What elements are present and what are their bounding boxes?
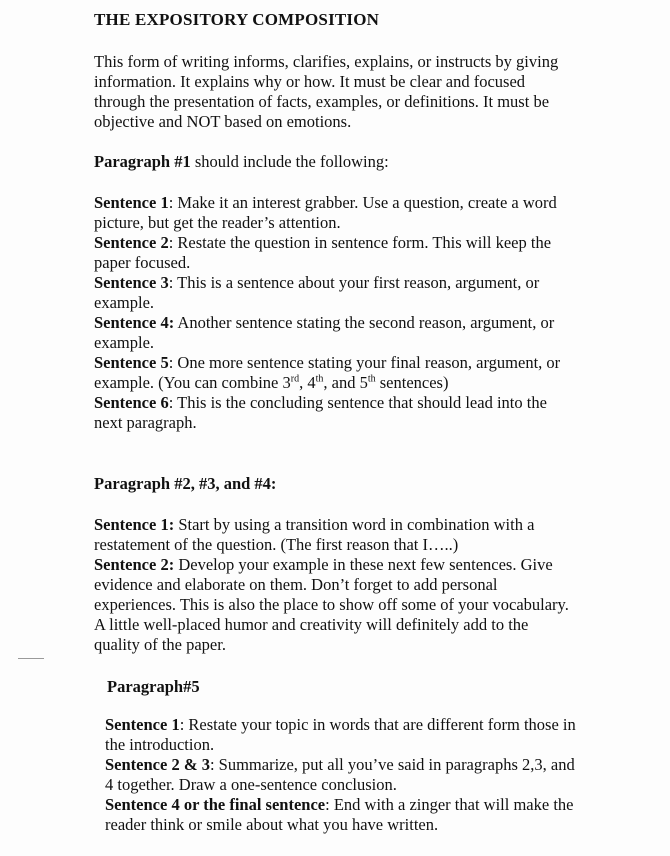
p2-sentence-2-text: Develop your example in these next few sentences. Give evidence and elaborate on them. Don’t forget to add personal experiences. This is also the place to show off some of your vocabulary. A little well-placed humor and creativity will definitely add to the quality of the paper. xyxy=(94,555,569,654)
p5-sentence-1-text: : Restate your topic in words that are different form those in the introduction. xyxy=(105,715,576,754)
p1-sentence-1-label: Sentence 1 xyxy=(94,193,169,212)
p5-sentence-1-label: Sentence 1 xyxy=(105,715,180,734)
p5-sentence-3-label: Sentence 4 or the final sentence xyxy=(105,795,326,814)
paragraph1-heading-rest: should include the following: xyxy=(190,152,389,171)
p1-sentence-5-label: Sentence 5 xyxy=(94,353,169,372)
scan-mark xyxy=(18,658,44,659)
p1-sentence-3 xyxy=(94,273,564,313)
document-title: THE EXPOSITORY COMPOSITION xyxy=(94,10,380,29)
p5-sentence-1 xyxy=(105,715,585,755)
p1-sentence-2-text: : Restate the question in sentence form. This will keep the paper focused. xyxy=(94,233,552,272)
ordinal-rd: rd xyxy=(290,373,300,385)
p1-sentence-6-text: : This is the concluding sentence that should lead into the next paragraph. xyxy=(94,393,547,432)
p1-sentence-6 xyxy=(94,393,564,433)
paragraph2-heading: Paragraph #2, #3, and #4: xyxy=(94,474,277,493)
p2-sentence-2-label: Sentence 2: xyxy=(94,555,175,574)
p1-sentence-3-label: Sentence 3 xyxy=(94,273,169,292)
p5-sentence-3 xyxy=(105,795,585,835)
p1-sentence-4-text: Another sentence stating the second reason, argument, or example. xyxy=(94,313,555,352)
p1-sentence-1 xyxy=(94,193,564,233)
p1-sentence-4 xyxy=(94,313,564,353)
p1-sentence-5-text-c: , and 5 xyxy=(323,373,368,392)
p1-sentence-5 xyxy=(94,353,564,393)
p1-sentence-3-text: : This is a sentence about your first reason, argument, or example. xyxy=(94,273,540,312)
p2-sentence-1-label: Sentence 1: xyxy=(94,515,175,534)
p5-sentence-2-label: Sentence 2 & 3 xyxy=(105,755,210,774)
p2-sentence-1 xyxy=(94,515,574,555)
p1-sentence-4-label: Sentence 4: xyxy=(94,313,175,332)
paragraph5-heading: Paragraph#5 xyxy=(107,677,200,696)
p1-sentence-2-label: Sentence 2 xyxy=(94,233,169,252)
p5-sentence-2 xyxy=(105,755,585,795)
p1-sentence-2 xyxy=(94,233,564,273)
paragraph1-sentences xyxy=(94,193,564,433)
p1-sentence-5-text-a: : One more sentence stating your final reason, argument, or example. (You can combine 3 xyxy=(94,353,561,392)
p1-sentence-1-text: : Make it an interest grabber. Use a question, create a word picture, but get the reader’s attention. xyxy=(94,193,557,232)
paragraph1-heading-bold: Paragraph #1 xyxy=(94,152,191,171)
p5-sentence-2-text: : Summarize, put all you’ve said in paragraphs 2,3, and 4 together. Draw a one-sentence conclusion. xyxy=(105,755,575,794)
intro-paragraph: This form of writing informs, clarifies, explains, or instructs by giving information. It explains why or how. It must be clear and focused through the presentation of facts, examples, or definitions. It must be objective and NOT based on emotions. xyxy=(94,52,559,131)
p1-sentence-5-text-d: sentences) xyxy=(375,373,449,392)
p5-sentence-3-text: : End with a zinger that will make the reader think or smile about what you have written. xyxy=(105,795,574,834)
p2-sentence-1-text: Start by using a transition word in combination with a restatement of the question. (The first reason that I…..) xyxy=(94,515,535,554)
p1-sentence-5-text-b: , 4 xyxy=(299,373,316,392)
ordinal-th-2: th xyxy=(367,373,376,385)
paragraph1-heading xyxy=(94,152,574,172)
paragraph5-sentences xyxy=(105,715,585,835)
p2-sentence-2 xyxy=(94,555,574,655)
ordinal-th-1: th xyxy=(315,373,324,385)
paragraph2-sentences xyxy=(94,515,574,655)
p1-sentence-6-label: Sentence 6 xyxy=(94,393,169,412)
